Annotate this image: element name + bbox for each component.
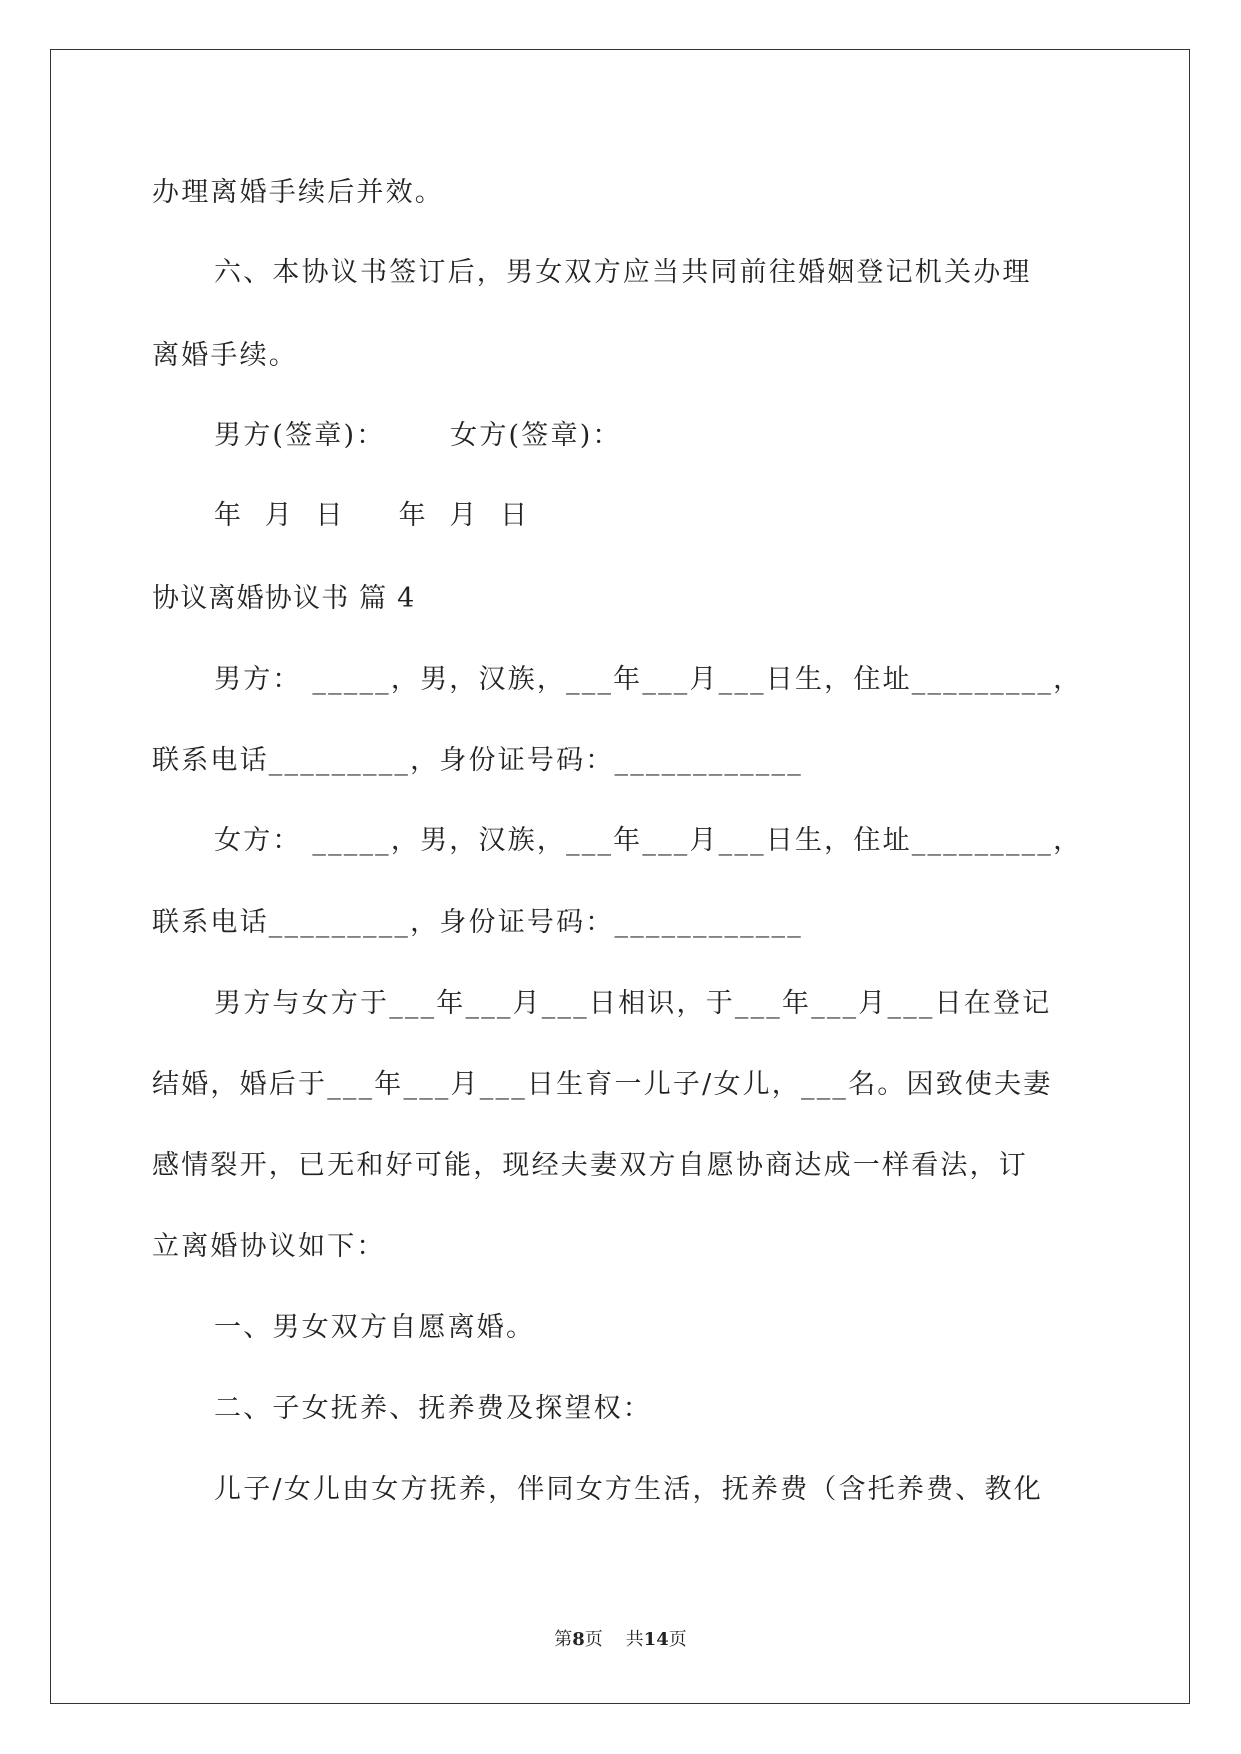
section-heading: 协议离婚协议书 篇 4 xyxy=(152,583,416,614)
total-suffix: 页 xyxy=(668,1629,687,1650)
paragraph-line: 联系电话_________，身份证号码：____________ xyxy=(152,907,803,938)
paragraph-line: 一、男女双方自愿离婚。 xyxy=(214,1312,536,1343)
paragraph-line: 二、子女抚养、抚养费及探望权： xyxy=(214,1393,652,1424)
page-prefix: 第 xyxy=(554,1629,573,1650)
paragraph-line: 结婚，婚后于___年___月___日生育一儿子/女儿，___名。因致使夫妻 xyxy=(152,1069,1053,1100)
total-prefix: 共 xyxy=(625,1629,644,1650)
paragraph-line: 联系电话_________，身份证号码：____________ xyxy=(152,745,803,776)
current-page-number: 8 xyxy=(572,1629,585,1650)
total-page-number: 14 xyxy=(643,1629,669,1650)
paragraph-line: 六、本协议书签订后，男女双方应当共同前往婚姻登记机关办理 xyxy=(214,257,1032,288)
page-border xyxy=(50,49,1190,1704)
paragraph-line: 离婚手续。 xyxy=(152,340,298,371)
paragraph-line: 儿子/女儿由女方抚养，伴同女方生活，抚养费（含托养费、教化 xyxy=(214,1474,1043,1505)
paragraph-line: 立离婚协议如下： xyxy=(152,1231,386,1262)
paragraph-line: 男方与女方于___年___月___日相识，于___年___月___日在登记 xyxy=(214,988,1052,1019)
page-number-footer xyxy=(0,1628,1241,1652)
paragraph-line: 感情裂开，已无和好可能，现经夫妻双方自愿协商达成一样看法，订 xyxy=(152,1150,1028,1181)
page-suffix: 页 xyxy=(584,1629,603,1650)
paragraph-line: 男方： _____，男，汉族，___年___月___日生，住址_________， xyxy=(214,664,1083,695)
paragraph-line: 办理离婚手续后并效。 xyxy=(152,177,444,208)
paragraph-line: 女方： _____，男，汉族，___年___月___日生，住址_________， xyxy=(214,825,1083,856)
date-line: 年 月 日 年 月 日 xyxy=(214,500,530,531)
signature-line: 男方(签章)： 女方(签章)： xyxy=(214,420,622,451)
